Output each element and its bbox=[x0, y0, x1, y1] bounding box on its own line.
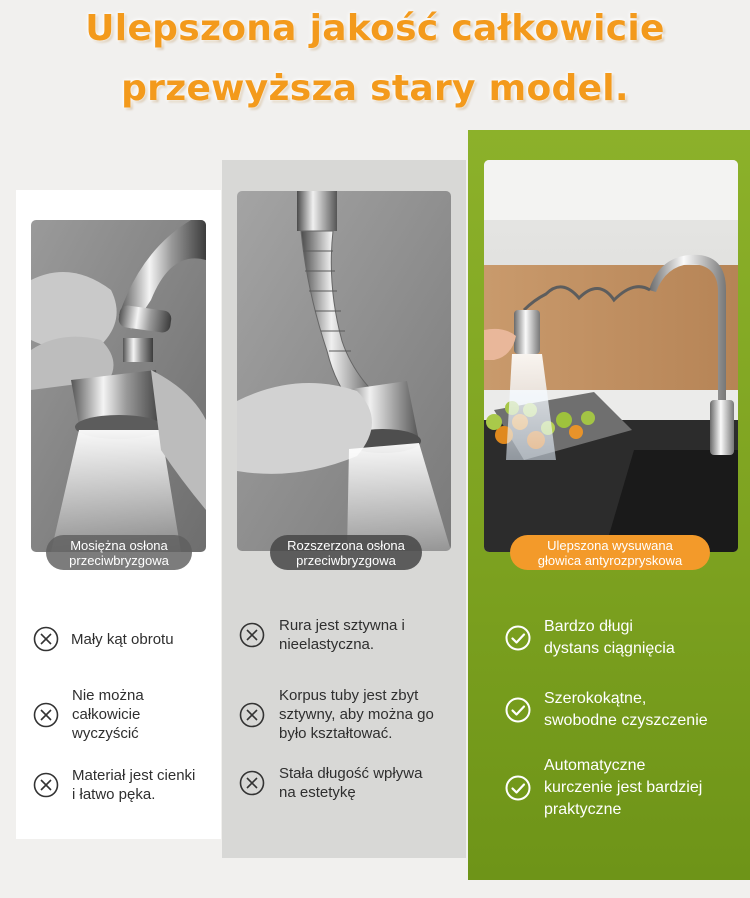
check-icon bbox=[505, 625, 531, 651]
cross-icon bbox=[33, 626, 59, 652]
cross-icon bbox=[33, 772, 59, 798]
cross-icon bbox=[239, 622, 265, 648]
label-extended-aerator: Rozszerzona osłona przeciwbryzgowa bbox=[270, 535, 422, 570]
feature-item: Stała długość wpływa na estetykę bbox=[239, 764, 422, 802]
feature-item: Korpus tuby jest zbyt sztywny, aby można go było kształtować. bbox=[239, 686, 434, 743]
cross-icon bbox=[33, 702, 59, 728]
feature-item: Rura jest sztywna i nieelastyczna. bbox=[239, 616, 405, 654]
check-icon bbox=[505, 775, 531, 801]
headline-line-1: Ulepszona jakość całkowicie bbox=[85, 8, 665, 49]
feature-item: Bardzo długi dystans ciągnięcia bbox=[505, 616, 675, 660]
feature-item: Automatyczne kurczenie jest bardziej praktyczne bbox=[505, 755, 702, 821]
photo-faucet-swivel-aerator bbox=[31, 220, 206, 552]
photo-kitchen-pull-out-faucet bbox=[484, 160, 738, 552]
photo-flexible-hose-faucet bbox=[237, 191, 451, 551]
feature-item: Nie można całkowicie wyczyścić bbox=[33, 686, 144, 743]
check-icon bbox=[505, 697, 531, 723]
label-brass-aerator: Mosiężna osłona przeciwbryzgowa bbox=[46, 535, 192, 570]
label-pull-out-head: Ulepszona wysuwana głowica antyrozpryskowa bbox=[510, 535, 710, 570]
cross-icon bbox=[239, 770, 265, 796]
feature-item: Materiał jest cienki i łatwo pęka. bbox=[33, 766, 195, 804]
feature-item: Mały kąt obrotu bbox=[33, 626, 174, 652]
headline-line-2: przewyższa stary model. bbox=[121, 68, 629, 109]
feature-item: Szerokokątne, swobodne czyszczenie bbox=[505, 688, 708, 732]
cross-icon bbox=[239, 702, 265, 728]
